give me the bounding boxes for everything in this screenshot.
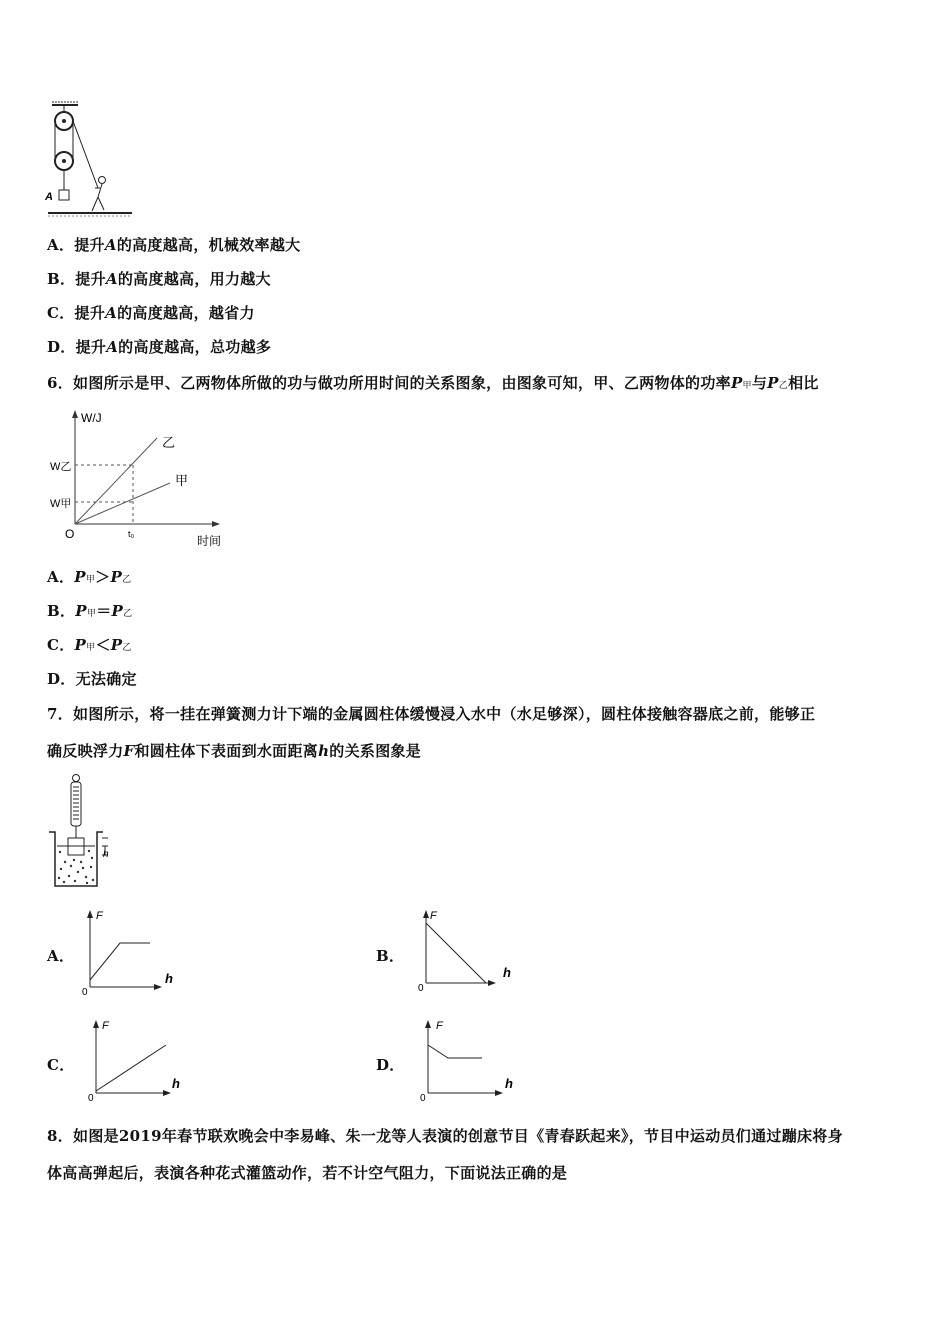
q5-option-a[interactable]: A．提升A的高度越高，机械效率越大 (47, 236, 301, 254)
w-yi-label: W乙 (50, 461, 72, 473)
q7-option-c-graph[interactable] (78, 1015, 188, 1107)
svg-text:F: F (430, 910, 437, 922)
q7-option-a-letter[interactable]: A． (47, 947, 75, 965)
svg-text:0: 0 (418, 983, 424, 994)
svg-text:F: F (102, 1020, 109, 1032)
q7-option-d-graph[interactable] (410, 1015, 520, 1107)
svg-text:h: h (505, 1076, 513, 1091)
q5-option-d[interactable]: D．提升A的高度越高，总功越多 (47, 338, 272, 356)
svg-text:h: h (172, 1076, 180, 1091)
q6-option-b[interactable]: B．P甲＝P乙 (47, 602, 133, 620)
t0-label: t₀ (128, 529, 135, 539)
line-jia (75, 483, 170, 524)
q7-option-b-letter[interactable]: B． (376, 947, 405, 965)
q6-stem: 6．如图所示是甲、乙两物体所做的功与做功所用时间的关系图象，由图象可知，甲、乙两物体的功率P甲与P乙相比 (47, 374, 819, 392)
line-jia-label: 甲 (175, 473, 189, 488)
y-axis-label: W/J (81, 411, 102, 425)
q7-option-a-graph[interactable] (72, 905, 182, 997)
depth-label: h (103, 849, 109, 860)
q6-option-d[interactable]: D．无法确定 (47, 670, 137, 688)
pulley-label: A (45, 191, 53, 203)
q7-option-c-letter[interactable]: C． (47, 1056, 75, 1074)
q7-stem-line1: 7．如图所示，将一挂在弹簧测力计下端的金属圆柱体缓慢浸入水中（水足够深），圆柱体接触容器底之前，能够正 (47, 705, 816, 723)
q6-option-a[interactable]: A．P甲＞P乙 (47, 568, 132, 586)
q6-option-c[interactable]: C．P甲＜P乙 (47, 636, 132, 654)
line-yi (75, 438, 157, 524)
svg-text:h: h (165, 971, 173, 986)
svg-text:F: F (96, 910, 103, 922)
q8-stem-line1: 8．如图是2019年春节联欢晚会中李易峰、朱一龙等人表演的创意节目《青春跃起来》，节目中运动员们通过蹦床将身 (47, 1127, 843, 1145)
pulley-figure (42, 100, 138, 222)
q7-option-d-letter[interactable]: D． (376, 1056, 405, 1074)
svg-text:0: 0 (420, 1093, 426, 1104)
svg-text:0: 0 (88, 1093, 94, 1104)
q7-option-b-graph[interactable] (408, 905, 518, 997)
q5-option-c[interactable]: C．提升A的高度越高，越省力 (47, 304, 255, 322)
origin-label: O (65, 527, 75, 541)
svg-text:h: h (503, 965, 511, 980)
line-yi-label: 乙 (162, 435, 176, 450)
svg-text:F: F (436, 1020, 443, 1032)
work-time-graph (45, 402, 245, 552)
q7-stem-line2: 确反映浮力F和圆柱体下表面到水面距离h的关系图象是 (47, 742, 422, 760)
q8-stem-line2: 体高高弹起后，表演各种花式灌篮动作，若不计空气阻力，下面说法正确的是 (47, 1164, 568, 1182)
spring-scale-figure (45, 772, 115, 890)
x-axis-label: 时间 (197, 534, 222, 548)
svg-text:0: 0 (82, 987, 88, 997)
q5-option-b[interactable]: B．提升A的高度越高，用力越大 (47, 270, 271, 288)
w-jia-label: W甲 (50, 498, 72, 510)
